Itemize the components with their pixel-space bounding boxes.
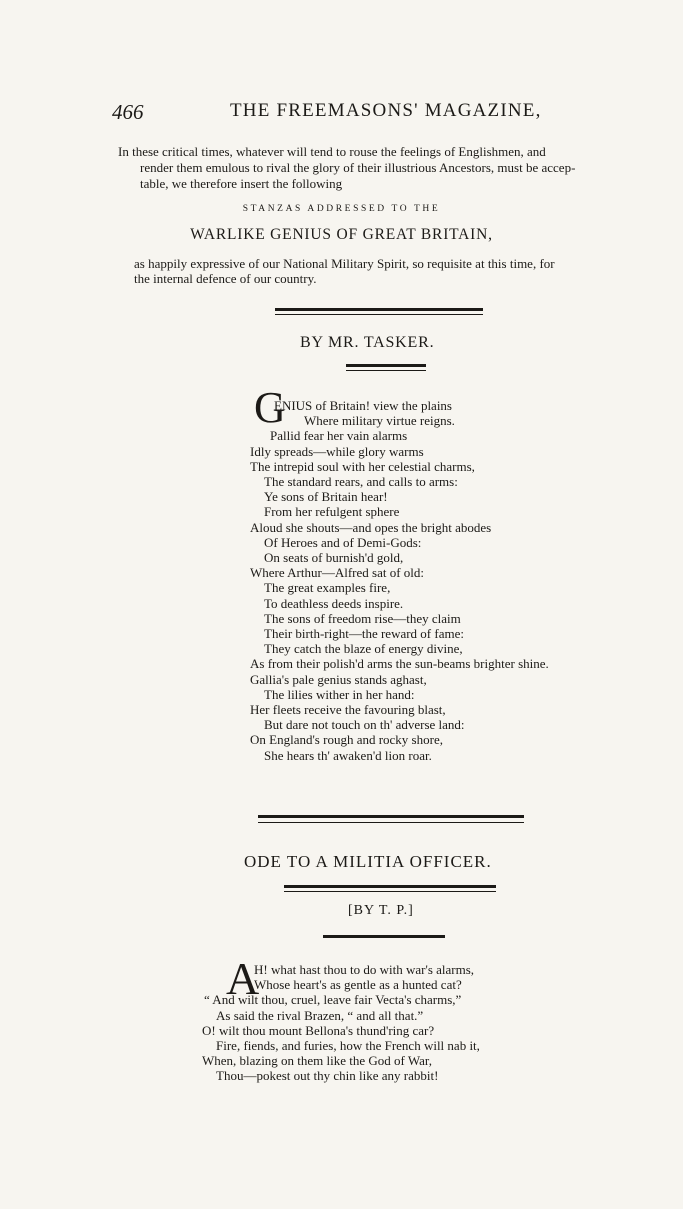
poem-genius-of-britain	[250, 398, 549, 763]
page-number: 466	[112, 100, 144, 124]
poem-line: ENIUS of Britain! view the plains	[274, 398, 452, 413]
page-header	[112, 100, 582, 128]
intro-line: In these critical times, whatever will tend to rouse the feelings of Englishmen, and	[118, 144, 546, 159]
poem-line: Their birth-right—the reward of fame:	[264, 626, 464, 642]
poem-line: The sons of freedom rise—they claim	[264, 610, 461, 626]
poem-line: Thou—pokest out thy chin like any rabbit!	[216, 1068, 439, 1084]
poem-line: The lilies wither in her hand:	[264, 686, 415, 702]
drop-cap: A	[226, 953, 260, 1004]
poem-line: Ye sons of Britain hear!	[264, 489, 388, 505]
poem-line: On England's rough and rocky shore,	[250, 732, 443, 748]
stanzas-heading: STANZAS ADDRESSED TO THE	[242, 204, 441, 214]
divider-rule	[284, 891, 496, 892]
divider-rule	[258, 815, 524, 818]
poem-line: From her refulgent sphere	[264, 504, 400, 520]
poem-line: But dare not touch on th' adverse land:	[264, 717, 465, 733]
divider-rule	[346, 364, 426, 367]
divider-rule	[258, 822, 524, 823]
poem-line: H! what hast thou to do with war's alarms,	[254, 962, 475, 977]
divider-rule	[275, 314, 483, 315]
intro-line: render them emulous to rival the glory of their illustrious Ancestors, must be accep-	[140, 160, 576, 175]
poem-line: As from their polish'd arms the sun-beams brighter shine.	[250, 656, 549, 672]
poem-line: Whose heart's as gentle as a hunted cat?	[254, 977, 462, 993]
poem-line: Where Arthur—Alfred sat of old:	[250, 565, 425, 581]
intro-paragraph-2	[134, 256, 666, 286]
byline-tp: [BY T. P.]	[348, 903, 414, 918]
running-title: THE FREEMASONS' MAGAZINE,	[230, 100, 542, 121]
divider-rule	[275, 308, 483, 311]
poem-line: As said the rival Brazen, “ and all that.”	[216, 1007, 424, 1023]
poem-line: On seats of burnish'd gold,	[264, 550, 404, 566]
poem-line: “ And wilt thou, cruel, leave fair Vecta's charms,”	[204, 992, 462, 1008]
poem-line: To deathless deeds inspire.	[264, 595, 404, 611]
poem-line: Gallia's pale genius stands aghast,	[250, 671, 427, 687]
divider-rule	[284, 885, 496, 888]
intro-paragraph	[118, 144, 668, 192]
poem-line: Fire, fiends, and furies, how the French will nab it,	[216, 1038, 480, 1054]
poem-line: Aloud she shouts—and opes the bright abodes	[250, 519, 492, 535]
intro2-line: the internal defence of our country.	[134, 271, 317, 286]
poem-line: Of Heroes and of Demi-Gods:	[264, 534, 422, 550]
intro-line: table, we therefore insert the following	[140, 176, 343, 191]
ode-title: ODE TO A MILITIA OFFICER.	[244, 852, 492, 871]
poem-line: They catch the blaze of energy divine,	[264, 641, 463, 657]
poem-line: O! wilt thou mount Bellona's thund'ring car?	[202, 1022, 435, 1038]
poem-line: The great examples fire,	[264, 580, 391, 596]
poem-ode-militia-officer	[202, 962, 480, 1084]
poem-line: The standard rears, and calls to arms:	[264, 474, 458, 490]
poem-line: Her fleets receive the favouring blast,	[250, 702, 446, 718]
poem-line: Pallid fear her vain alarms	[270, 428, 408, 444]
stanzas-title: WARLIKE GENIUS OF GREAT BRITAIN,	[190, 226, 493, 243]
drop-cap: G	[254, 383, 286, 432]
poem-line: When, blazing on them like the God of War,	[202, 1053, 432, 1069]
divider-rule	[323, 935, 445, 938]
poem-line: Idly spreads—while glory warms	[250, 443, 424, 459]
poem-line: The intrepid soul with her celestial charms,	[250, 458, 475, 474]
divider-rule	[346, 370, 426, 371]
intro2-line: as happily expressive of our National Military Spirit, so requisite at this time, for	[134, 256, 555, 271]
poem-line: Where military virtue reigns.	[304, 413, 455, 429]
poem-line: She hears th' awaken'd lion roar.	[264, 747, 432, 763]
byline-tasker: BY MR. TASKER.	[300, 334, 435, 351]
